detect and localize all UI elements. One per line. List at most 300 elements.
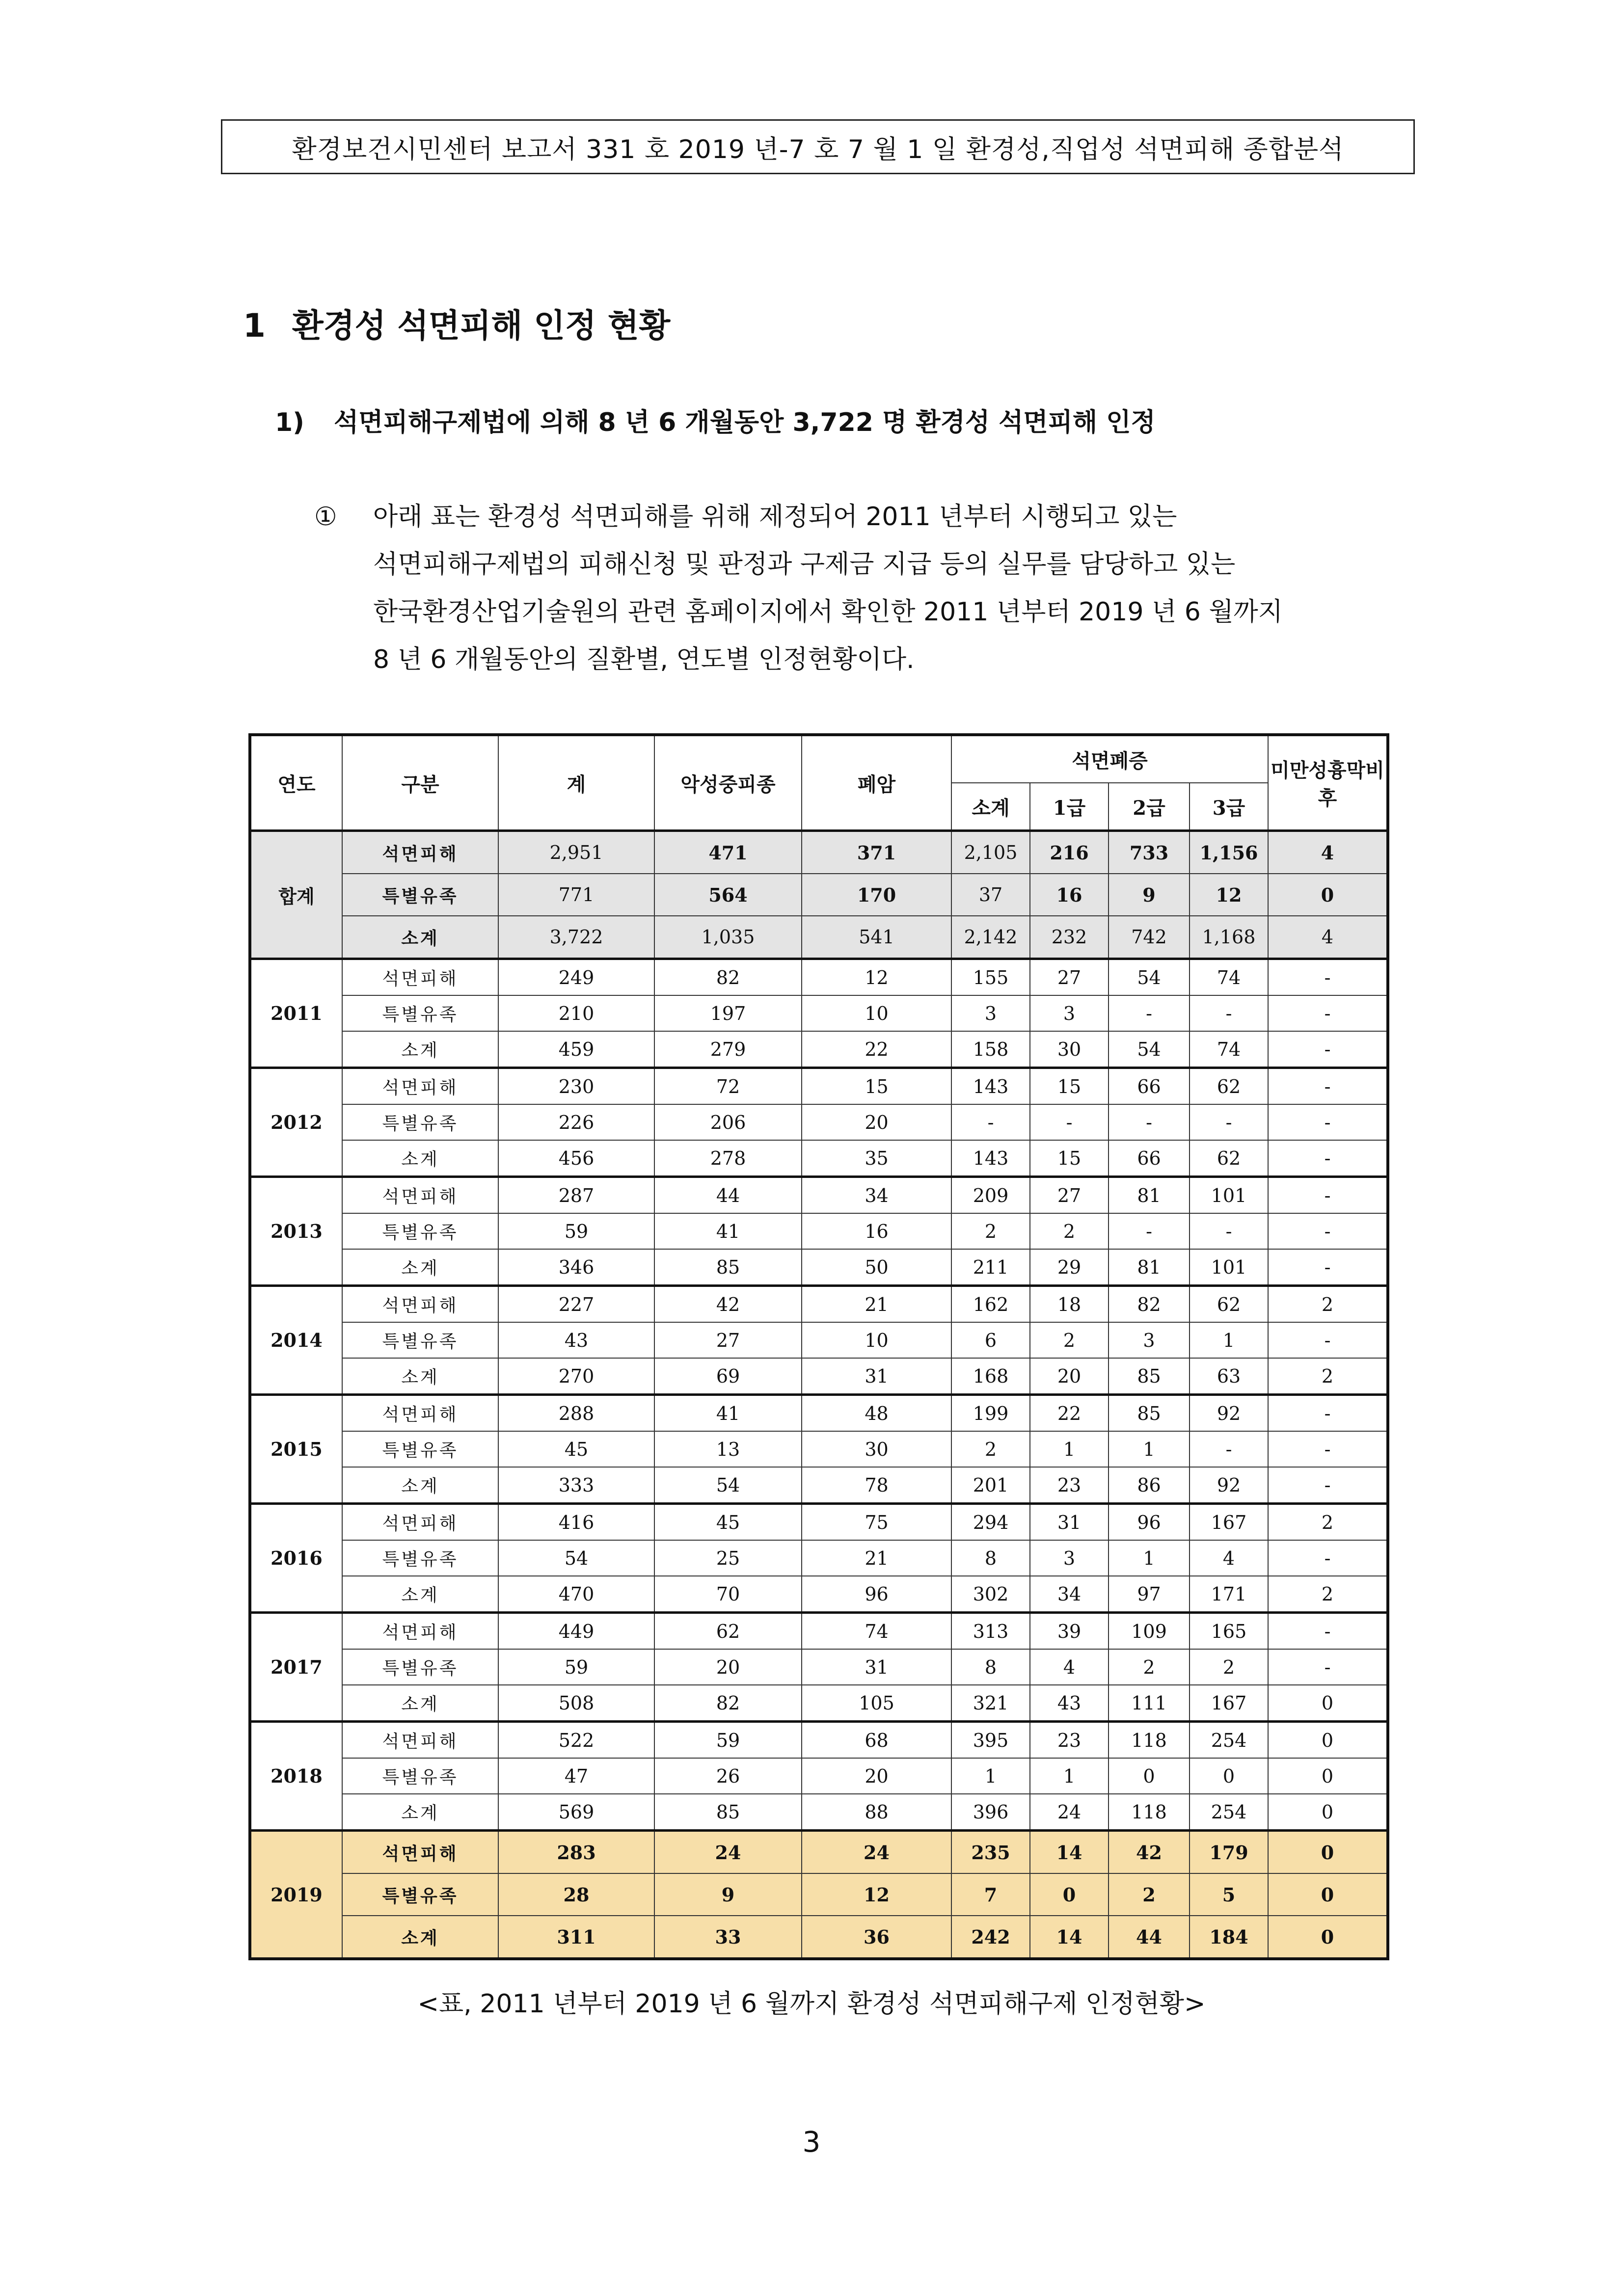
value-cell: 70 — [654, 1576, 802, 1613]
value-cell: 10 — [802, 1322, 951, 1358]
table-row — [250, 1031, 1388, 1068]
value-cell: 69 — [654, 1358, 802, 1395]
value-cell: 346 — [498, 1249, 654, 1286]
value-cell: 92 — [1190, 1467, 1268, 1504]
value-cell: 1 — [1030, 1431, 1109, 1467]
value-cell: 24 — [1030, 1794, 1109, 1831]
value-cell: 96 — [802, 1576, 951, 1613]
paragraph-line: 석면피해구제법의 피해신청 및 판정과 구제금 지급 등의 실무를 담당하고 있는 — [373, 550, 1236, 579]
value-cell: 209 — [951, 1177, 1030, 1214]
table-row — [250, 1068, 1388, 1105]
category-cell: 특별유족 — [342, 1322, 498, 1358]
category-cell: 석면피해 — [342, 1177, 498, 1214]
category-cell: 소계 — [342, 1140, 498, 1177]
category-cell: 특별유족 — [342, 1104, 498, 1140]
value-cell: - — [1268, 959, 1388, 996]
table-row — [250, 1467, 1388, 1504]
section-heading — [243, 299, 670, 346]
value-cell: 21 — [802, 1540, 951, 1576]
value-cell: 3 — [1030, 1540, 1109, 1576]
value-cell: 302 — [951, 1576, 1030, 1613]
category-cell: 소계 — [342, 1685, 498, 1722]
category-cell: 석면피해 — [342, 1504, 498, 1541]
table-row — [250, 1213, 1388, 1249]
category-cell: 특별유족 — [342, 995, 498, 1031]
value-cell: 27 — [654, 1322, 802, 1358]
value-cell: 167 — [1190, 1504, 1268, 1541]
value-cell: 82 — [654, 1685, 802, 1722]
value-cell: 0 — [1268, 1685, 1388, 1722]
value-cell: 416 — [498, 1504, 654, 1541]
value-cell: 26 — [654, 1758, 802, 1794]
value-cell: 4 — [1030, 1649, 1109, 1685]
table-row — [250, 1831, 1388, 1874]
value-cell: 85 — [1109, 1358, 1190, 1395]
value-cell: 63 — [1190, 1358, 1268, 1395]
year-cell: 2017 — [250, 1613, 342, 1722]
table-row — [250, 1395, 1388, 1432]
page-number: 3 — [802, 2125, 821, 2159]
value-cell: 2 — [1268, 1504, 1388, 1541]
value-cell: 15 — [1030, 1140, 1109, 1177]
value-cell: 10 — [802, 995, 951, 1031]
value-cell: 85 — [1109, 1395, 1190, 1432]
category-cell: 소계 — [342, 1358, 498, 1395]
table-body — [250, 831, 1388, 1959]
value-cell: - — [1268, 1649, 1388, 1685]
header-grade-2: 2급 — [1109, 783, 1190, 831]
value-cell: 287 — [498, 1177, 654, 1214]
value-cell: 201 — [951, 1467, 1030, 1504]
value-cell: 68 — [802, 1722, 951, 1759]
category-cell: 석면피해 — [342, 1722, 498, 1759]
value-cell: 31 — [802, 1649, 951, 1685]
table-row — [250, 1613, 1388, 1650]
value-cell: 62 — [654, 1613, 802, 1650]
value-cell: - — [951, 1104, 1030, 1140]
table-row — [250, 1322, 1388, 1358]
value-cell: 41 — [654, 1395, 802, 1432]
table-row — [250, 1649, 1388, 1685]
value-cell: 74 — [1190, 959, 1268, 996]
value-cell: 396 — [951, 1794, 1030, 1831]
value-cell: 86 — [1109, 1467, 1190, 1504]
header-category: 구분 — [342, 735, 498, 831]
value-cell: 456 — [498, 1140, 654, 1177]
value-cell: 254 — [1190, 1722, 1268, 1759]
value-cell: 471 — [654, 831, 802, 874]
value-cell: 75 — [802, 1504, 951, 1541]
category-cell: 소계 — [342, 1249, 498, 1286]
value-cell: 3 — [1109, 1322, 1190, 1358]
table-row — [250, 1873, 1388, 1916]
value-cell: 541 — [802, 916, 951, 959]
category-cell: 소계 — [342, 1916, 498, 1959]
value-cell: 206 — [654, 1104, 802, 1140]
value-cell: 742 — [1109, 916, 1190, 959]
value-cell: 0 — [1268, 1873, 1388, 1916]
value-cell: 12 — [802, 959, 951, 996]
value-cell: 0 — [1190, 1758, 1268, 1794]
paragraph-line: 아래 표는 환경성 석면피해를 위해 제정되어 2011 년부터 시행되고 있는 — [373, 502, 1177, 532]
value-cell: 54 — [1109, 1031, 1190, 1068]
paragraph-line: 한국환경산업기술원의 관련 홈페이지에서 확인한 2011 년부터 2019 년 6 월까지 — [373, 597, 1283, 627]
value-cell: 23 — [1030, 1467, 1109, 1504]
value-cell: 42 — [1109, 1831, 1190, 1874]
value-cell: 211 — [951, 1249, 1030, 1286]
year-cell: 2012 — [250, 1068, 342, 1177]
value-cell: 230 — [498, 1068, 654, 1105]
value-cell: 3,722 — [498, 916, 654, 959]
category-cell: 소계 — [342, 1467, 498, 1504]
value-cell: 48 — [802, 1395, 951, 1432]
value-cell: 0 — [1268, 1758, 1388, 1794]
value-cell: 226 — [498, 1104, 654, 1140]
value-cell: 14 — [1030, 1831, 1109, 1874]
section-title: 환경성 석면피해 인정 현황 — [292, 307, 671, 345]
value-cell: 15 — [1030, 1068, 1109, 1105]
value-cell: 2 — [1109, 1873, 1190, 1916]
table-row — [250, 1685, 1388, 1722]
header-mesothelioma: 악성중피종 — [654, 735, 802, 831]
value-cell: 9 — [1109, 874, 1190, 916]
value-cell: 1 — [1030, 1758, 1109, 1794]
value-cell: 43 — [498, 1322, 654, 1358]
value-cell: 22 — [802, 1031, 951, 1068]
value-cell: 105 — [802, 1685, 951, 1722]
value-cell: 564 — [654, 874, 802, 916]
table-row — [250, 1286, 1388, 1323]
value-cell: 1,156 — [1190, 831, 1268, 874]
value-cell: 78 — [802, 1467, 951, 1504]
year-cell: 2014 — [250, 1286, 342, 1395]
value-cell: 199 — [951, 1395, 1030, 1432]
value-cell: 0 — [1030, 1873, 1109, 1916]
value-cell: 1 — [1190, 1322, 1268, 1358]
category-cell: 석면피해 — [342, 1613, 498, 1650]
value-cell: 216 — [1030, 831, 1109, 874]
category-cell: 특별유족 — [342, 1758, 498, 1794]
category-cell: 석면피해 — [342, 1286, 498, 1323]
value-cell: 45 — [654, 1504, 802, 1541]
table-row — [250, 1794, 1388, 1831]
value-cell: 227 — [498, 1286, 654, 1323]
value-cell: 2 — [1268, 1576, 1388, 1613]
value-cell: 16 — [1030, 874, 1109, 916]
paragraph-line: 8 년 6 개월동안의 질환별, 연도별 인정현황이다. — [373, 645, 915, 674]
value-cell: 7 — [951, 1873, 1030, 1916]
header-year: 연도 — [250, 735, 342, 831]
value-cell: 74 — [1190, 1031, 1268, 1068]
value-cell: 143 — [951, 1068, 1030, 1105]
value-cell: 2,951 — [498, 831, 654, 874]
value-cell: 162 — [951, 1286, 1030, 1323]
value-cell: 8 — [951, 1540, 1030, 1576]
value-cell: 2 — [1268, 1286, 1388, 1323]
header-asbestosis: 석면폐증 — [951, 735, 1268, 783]
value-cell: 41 — [654, 1213, 802, 1249]
value-cell: 2,105 — [951, 831, 1030, 874]
value-cell: 31 — [1030, 1504, 1109, 1541]
value-cell: 24 — [802, 1831, 951, 1874]
value-cell: 20 — [802, 1104, 951, 1140]
value-cell: 3 — [1030, 995, 1109, 1031]
value-cell: 20 — [802, 1758, 951, 1794]
table-row — [250, 831, 1388, 874]
value-cell: 88 — [802, 1794, 951, 1831]
value-cell: 249 — [498, 959, 654, 996]
header-asbestosis-subtotal: 소계 — [951, 783, 1030, 831]
value-cell: 20 — [1030, 1358, 1109, 1395]
subsection-number: 1) — [275, 408, 304, 437]
value-cell: - — [1268, 1177, 1388, 1214]
value-cell: - — [1268, 1395, 1388, 1432]
value-cell: 96 — [1109, 1504, 1190, 1541]
value-cell: 0 — [1268, 1722, 1388, 1759]
category-cell: 특별유족 — [342, 1431, 498, 1467]
value-cell: 18 — [1030, 1286, 1109, 1323]
value-cell: 1 — [1109, 1431, 1190, 1467]
value-cell: 155 — [951, 959, 1030, 996]
table-row — [250, 916, 1388, 959]
year-cell: 2016 — [250, 1504, 342, 1613]
table-row — [250, 874, 1388, 916]
value-cell: 459 — [498, 1031, 654, 1068]
value-cell: 66 — [1109, 1140, 1190, 1177]
value-cell: 15 — [802, 1068, 951, 1105]
value-cell: 508 — [498, 1685, 654, 1722]
category-cell: 석면피해 — [342, 831, 498, 874]
value-cell: 283 — [498, 1831, 654, 1874]
value-cell: 254 — [1190, 1794, 1268, 1831]
value-cell: 1 — [1109, 1540, 1190, 1576]
table-row — [250, 1540, 1388, 1576]
value-cell: 2,142 — [951, 916, 1030, 959]
value-cell: 22 — [1030, 1395, 1109, 1432]
value-cell: 14 — [1030, 1916, 1109, 1959]
year-cell: 2011 — [250, 959, 342, 1068]
value-cell: 34 — [1030, 1576, 1109, 1613]
value-cell: 47 — [498, 1758, 654, 1794]
value-cell: 54 — [654, 1467, 802, 1504]
table-row — [250, 995, 1388, 1031]
value-cell: 118 — [1109, 1794, 1190, 1831]
value-cell: 0 — [1268, 1916, 1388, 1959]
year-cell: 2013 — [250, 1177, 342, 1286]
value-cell: 1 — [951, 1758, 1030, 1794]
value-cell: 2 — [1030, 1213, 1109, 1249]
value-cell: 165 — [1190, 1613, 1268, 1650]
value-cell: 35 — [802, 1140, 951, 1177]
value-cell: - — [1268, 1068, 1388, 1105]
value-cell: - — [1190, 1104, 1268, 1140]
value-cell: 21 — [802, 1286, 951, 1323]
value-cell: 27 — [1030, 1177, 1109, 1214]
value-cell: 4 — [1190, 1540, 1268, 1576]
value-cell: 118 — [1109, 1722, 1190, 1759]
value-cell: 242 — [951, 1916, 1030, 1959]
header-pleural-thickening: 미만성흉막비후 — [1268, 735, 1388, 831]
value-cell: 288 — [498, 1395, 654, 1432]
value-cell: 449 — [498, 1613, 654, 1650]
value-cell: 4 — [1268, 831, 1388, 874]
value-cell: 8 — [951, 1649, 1030, 1685]
value-cell: 82 — [654, 959, 802, 996]
value-cell: 2 — [1030, 1322, 1109, 1358]
value-cell: 74 — [802, 1613, 951, 1650]
section-number: 1 — [243, 307, 266, 345]
value-cell: 232 — [1030, 916, 1109, 959]
value-cell: 72 — [654, 1068, 802, 1105]
value-cell: 44 — [1109, 1916, 1190, 1959]
value-cell: 44 — [654, 1177, 802, 1214]
table-row — [250, 1249, 1388, 1286]
value-cell: 33 — [654, 1916, 802, 1959]
value-cell: - — [1268, 1431, 1388, 1467]
category-cell: 소계 — [342, 1794, 498, 1831]
value-cell: 27 — [1030, 959, 1109, 996]
value-cell: - — [1268, 1322, 1388, 1358]
value-cell: 101 — [1190, 1249, 1268, 1286]
value-cell: 2 — [1190, 1649, 1268, 1685]
value-cell: 29 — [1030, 1249, 1109, 1286]
subsection-heading — [275, 401, 1156, 438]
value-cell: 294 — [951, 1504, 1030, 1541]
value-cell: 97 — [1109, 1576, 1190, 1613]
value-cell: 2 — [951, 1431, 1030, 1467]
value-cell: 179 — [1190, 1831, 1268, 1874]
table-row — [250, 959, 1388, 996]
value-cell: 13 — [654, 1431, 802, 1467]
value-cell: 43 — [1030, 1685, 1109, 1722]
value-cell: 85 — [654, 1794, 802, 1831]
table-row — [250, 1576, 1388, 1613]
value-cell: 36 — [802, 1916, 951, 1959]
value-cell: 62 — [1190, 1068, 1268, 1105]
value-cell: 0 — [1268, 1831, 1388, 1874]
value-cell: 85 — [654, 1249, 802, 1286]
value-cell: 171 — [1190, 1576, 1268, 1613]
value-cell: 50 — [802, 1249, 951, 1286]
category-cell: 석면피해 — [342, 959, 498, 996]
value-cell: 111 — [1109, 1685, 1190, 1722]
value-cell: 0 — [1268, 874, 1388, 916]
value-cell: 0 — [1268, 1794, 1388, 1831]
year-cell: 2018 — [250, 1722, 342, 1831]
category-cell: 석면피해 — [342, 1068, 498, 1105]
value-cell: - — [1109, 1213, 1190, 1249]
value-cell: 569 — [498, 1794, 654, 1831]
value-cell: 522 — [498, 1722, 654, 1759]
value-cell: 2 — [1109, 1649, 1190, 1685]
value-cell: 109 — [1109, 1613, 1190, 1650]
value-cell: 1,035 — [654, 916, 802, 959]
value-cell: - — [1109, 1104, 1190, 1140]
table-row — [250, 1504, 1388, 1541]
value-cell: 2 — [951, 1213, 1030, 1249]
value-cell: 82 — [1109, 1286, 1190, 1323]
header-total: 계 — [498, 735, 654, 831]
table-row — [250, 1722, 1388, 1759]
value-cell: 81 — [1109, 1177, 1190, 1214]
value-cell: 25 — [654, 1540, 802, 1576]
value-cell: 143 — [951, 1140, 1030, 1177]
value-cell: 54 — [1109, 959, 1190, 996]
value-cell: 45 — [498, 1431, 654, 1467]
value-cell: 37 — [951, 874, 1030, 916]
table-caption: <표, 2011 년부터 2019 년 6 월까지 환경성 석면피해구제 인정현황> — [417, 1989, 1206, 2019]
value-cell: 9 — [654, 1873, 802, 1916]
value-cell: 395 — [951, 1722, 1030, 1759]
value-cell: 733 — [1109, 831, 1190, 874]
table-row — [250, 1758, 1388, 1794]
value-cell: 771 — [498, 874, 654, 916]
report-header: 환경보건시민센터 보고서 331 호 2019 년-7 호 7 월 1 일 환경성,직업성 석면피해 종합분석 — [221, 119, 1415, 174]
value-cell: 62 — [1190, 1286, 1268, 1323]
value-cell: - — [1190, 1213, 1268, 1249]
category-cell: 특별유족 — [342, 1649, 498, 1685]
value-cell: 12 — [1190, 874, 1268, 916]
table-row — [250, 1916, 1388, 1959]
header-grade-1: 1급 — [1030, 783, 1109, 831]
value-cell: - — [1268, 1467, 1388, 1504]
value-cell: 270 — [498, 1358, 654, 1395]
subsection-title: 석면피해구제법에 의해 8 년 6 개월동안 3,722 명 환경성 석면피해 인정 — [334, 408, 1156, 437]
year-cell: 2015 — [250, 1395, 342, 1504]
value-cell: - — [1268, 995, 1388, 1031]
value-cell: 210 — [498, 995, 654, 1031]
value-cell: 1,168 — [1190, 916, 1268, 959]
value-cell: - — [1190, 1431, 1268, 1467]
value-cell: 59 — [654, 1722, 802, 1759]
value-cell: - — [1268, 1031, 1388, 1068]
value-cell: 313 — [951, 1613, 1030, 1650]
category-cell: 소계 — [342, 916, 498, 959]
value-cell: 311 — [498, 1916, 654, 1959]
asbestos-recognition-table — [248, 733, 1386, 1960]
value-cell: - — [1268, 1213, 1388, 1249]
value-cell: 168 — [951, 1358, 1030, 1395]
value-cell: - — [1030, 1104, 1109, 1140]
value-cell: - — [1268, 1104, 1388, 1140]
value-cell: 278 — [654, 1140, 802, 1177]
year-cell: 2019 — [250, 1831, 342, 1959]
value-cell: 39 — [1030, 1613, 1109, 1650]
category-cell: 석면피해 — [342, 1395, 498, 1432]
value-cell: 235 — [951, 1831, 1030, 1874]
value-cell: 30 — [1030, 1031, 1109, 1068]
value-cell: 167 — [1190, 1685, 1268, 1722]
intro-paragraph — [314, 493, 1283, 684]
circled-number-marker: ① — [314, 502, 337, 532]
value-cell: 23 — [1030, 1722, 1109, 1759]
value-cell: 184 — [1190, 1916, 1268, 1959]
value-cell: 333 — [498, 1467, 654, 1504]
value-cell: 2 — [1268, 1358, 1388, 1395]
category-cell: 특별유족 — [342, 1873, 498, 1916]
value-cell: - — [1268, 1140, 1388, 1177]
value-cell: 3 — [951, 995, 1030, 1031]
value-cell: - — [1268, 1249, 1388, 1286]
value-cell: 5 — [1190, 1873, 1268, 1916]
value-cell: - — [1109, 995, 1190, 1031]
value-cell: 54 — [498, 1540, 654, 1576]
table-row — [250, 1104, 1388, 1140]
value-cell: 24 — [654, 1831, 802, 1874]
table-row — [250, 1140, 1388, 1177]
value-cell: 31 — [802, 1358, 951, 1395]
header-lung-cancer: 폐암 — [802, 735, 951, 831]
